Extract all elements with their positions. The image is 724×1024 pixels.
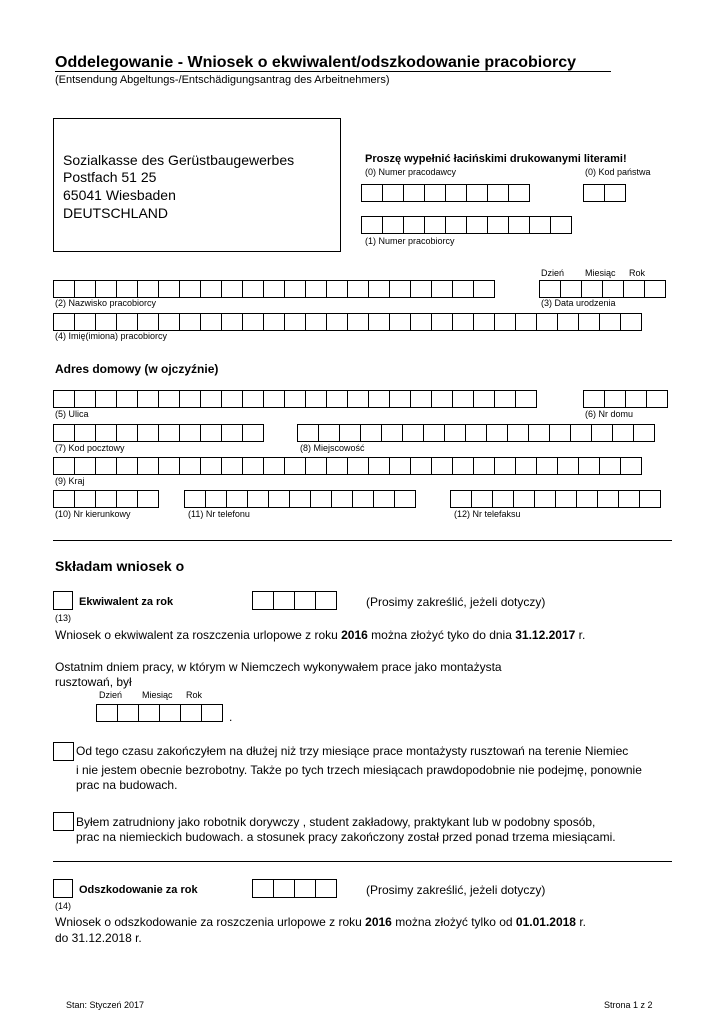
char-box[interactable] [591,424,613,442]
char-box[interactable] [368,280,390,298]
char-box[interactable] [473,280,495,298]
char-box[interactable] [158,313,180,331]
char-box[interactable] [494,313,516,331]
char-box[interactable] [96,704,118,722]
char-box[interactable] [294,591,316,610]
char-box[interactable] [242,424,264,442]
char-box[interactable] [116,390,138,408]
label-country: (9) Kraj [55,476,85,486]
char-box[interactable] [625,390,647,408]
label-area-code: (10) Nr kierunkowy [55,509,131,519]
char-box[interactable] [465,424,487,442]
label-first-names: (4) Imię(imiona) pracobiorcy [55,331,168,341]
compensation-deadline-text: Wniosek o ekwiwalent za roszczenia urlopowe z roku 2016 można złożyć tyko do dnia 31.12.2017 r. [55,628,586,642]
char-box[interactable] [450,490,472,508]
option-ended-work-line-2: i nie jestem obecnie bezrobotny. Także po tych trzech miesiącach prawdopodobnie nie podejmę, ponownie [76,763,642,777]
char-box[interactable] [74,457,96,475]
char-box[interactable] [620,457,642,475]
char-box[interactable] [515,390,537,408]
char-box[interactable] [445,216,467,234]
char-box[interactable] [95,490,117,508]
char-box[interactable] [473,390,495,408]
char-box[interactable] [315,591,337,610]
char-box[interactable] [424,216,446,234]
compensation-label: Ekwiwalent za rok [79,596,174,608]
char-box[interactable] [284,313,306,331]
char-box[interactable] [549,424,571,442]
char-box[interactable] [116,313,138,331]
char-box[interactable] [137,280,159,298]
char-box[interactable] [184,490,206,508]
instruction-text: Proszę wypełnić łacińskimi drukowanymi literami! [365,153,627,165]
char-box[interactable] [494,457,516,475]
char-box[interactable] [361,216,383,234]
option-casual-worker-line-2: prac na niemieckich budowach. a stosunek pracy zakończony został przed ponad trzema miesiącami. [76,830,616,844]
char-box[interactable] [297,424,319,442]
char-box[interactable] [492,490,514,508]
char-box[interactable] [536,313,558,331]
last-day-text-line-2: rusztowań, był [55,675,132,689]
char-box[interactable] [402,424,424,442]
address-line-1: Sozialkasse des Gerüstbaugewerbes [63,152,295,168]
char-box[interactable] [578,313,600,331]
char-box[interactable] [268,490,290,508]
char-box[interactable] [310,490,332,508]
apply-heading: Składam wniosek o [55,558,185,574]
char-box[interactable] [137,457,159,475]
char-box[interactable] [604,390,626,408]
char-box[interactable] [53,424,75,442]
char-box[interactable] [284,390,306,408]
char-box[interactable] [583,390,605,408]
char-box[interactable] [368,390,390,408]
char-box[interactable] [381,424,403,442]
option-ended-work-line-3: prac na budowach. [76,778,178,792]
char-box[interactable] [74,313,96,331]
char-box[interactable] [326,390,348,408]
char-box[interactable] [431,313,453,331]
date-period: . [229,710,233,724]
char-box[interactable] [305,280,327,298]
char-box[interactable] [389,280,411,298]
char-box[interactable] [431,280,453,298]
char-box[interactable] [578,457,600,475]
label-surname: (2) Nazwisko pracobiorcy [55,298,157,308]
char-box[interactable] [95,280,117,298]
char-box[interactable] [452,390,474,408]
page-title: Oddelegowanie - Wniosek o ekwiwalent/odszkodowanie pracobiorcy [55,54,576,71]
label-fax: (12) Nr telefaksu [454,509,521,519]
char-box[interactable] [221,390,243,408]
char-box[interactable] [137,424,159,442]
char-box[interactable] [137,390,159,408]
char-box[interactable] [389,457,411,475]
char-box[interactable] [444,424,466,442]
char-box[interactable] [159,704,181,722]
char-box[interactable] [623,280,645,298]
char-box[interactable] [252,879,274,898]
char-box[interactable] [382,216,404,234]
char-box[interactable] [117,704,139,722]
option-casual-worker-checkbox[interactable] [53,812,74,831]
char-box[interactable] [403,184,425,202]
char-box[interactable] [200,457,222,475]
footer-page-number: Strona 1 z 2 [604,1000,653,1010]
option-ended-work-checkbox[interactable] [53,742,74,761]
char-box[interactable] [633,424,655,442]
char-box[interactable] [347,390,369,408]
char-box[interactable] [221,424,243,442]
char-box[interactable] [507,424,529,442]
char-box[interactable] [158,390,180,408]
address-line-2: Postfach 51 25 [63,169,157,185]
char-box[interactable] [424,184,446,202]
char-box[interactable] [602,280,624,298]
char-box[interactable] [179,457,201,475]
char-box[interactable] [95,457,117,475]
employee-number-field[interactable] [361,216,572,234]
char-box[interactable] [294,879,316,898]
char-box[interactable] [305,390,327,408]
char-box[interactable] [644,280,666,298]
char-box[interactable] [360,424,382,442]
char-box[interactable] [581,280,603,298]
char-box[interactable] [471,490,493,508]
char-box[interactable] [410,313,432,331]
address-line-3: 65041 Wiesbaden [63,187,176,203]
footer-status: Stan: Styczeń 2017 [66,1000,145,1010]
char-box[interactable] [528,424,550,442]
char-box[interactable] [410,390,432,408]
damages-deadline-text: Wniosek o odszkodowanie za roszczenia urlopowe z roku 2016 można złożyć tylko od 01.01.2018 r. [55,915,586,929]
char-box[interactable] [247,490,269,508]
char-box[interactable] [618,490,640,508]
char-box[interactable] [137,490,159,508]
char-box[interactable] [252,591,274,610]
label-month: Miesiąc [585,268,616,278]
char-box[interactable] [179,390,201,408]
char-box[interactable] [599,313,621,331]
char-box[interactable] [534,490,556,508]
char-box[interactable] [318,424,340,442]
char-box[interactable] [158,457,180,475]
char-box[interactable] [116,280,138,298]
char-box[interactable] [289,490,311,508]
char-box[interactable] [263,457,285,475]
char-box[interactable] [221,457,243,475]
char-box[interactable] [557,313,579,331]
char-box[interactable] [95,390,117,408]
title-underline [55,71,611,72]
char-box[interactable] [639,490,661,508]
section-divider [53,540,672,541]
char-box[interactable] [200,280,222,298]
char-box[interactable] [263,313,285,331]
char-box[interactable] [452,280,474,298]
char-box[interactable] [347,457,369,475]
first-names-field[interactable] [53,313,642,331]
label-postal-code: (7) Kod pocztowy [55,443,125,453]
label-employee-number: (1) Numer pracobiorcy [365,236,455,246]
char-box[interactable] [200,313,222,331]
char-box[interactable] [389,313,411,331]
char-box[interactable] [221,280,243,298]
label-last-month: Miesiąc [142,690,173,700]
label-street: (5) Ulica [55,409,89,419]
char-box[interactable] [410,280,432,298]
char-box[interactable] [536,457,558,475]
char-box[interactable] [373,490,395,508]
char-box[interactable] [200,390,222,408]
char-box[interactable] [116,424,138,442]
char-box[interactable] [570,424,592,442]
home-address-heading: Adres domowy (w ojczyźnie) [55,362,219,376]
char-box[interactable] [431,457,453,475]
damages-checkbox[interactable] [53,879,73,898]
char-box[interactable] [347,313,369,331]
char-box[interactable] [555,490,577,508]
phone-field[interactable] [184,490,416,508]
char-box[interactable] [158,424,180,442]
label-last-year: Rok [186,690,203,700]
house-number-field[interactable] [583,390,668,408]
char-box[interactable] [557,457,579,475]
char-box[interactable] [95,424,117,442]
damages-hint: (Prosimy zakreślić, jeżeli dotyczy) [366,883,546,897]
char-box[interactable] [179,280,201,298]
char-box[interactable] [431,390,453,408]
char-box[interactable] [389,390,411,408]
label-country-code: (0) Kod państwa [585,167,651,177]
char-box[interactable] [53,313,75,331]
char-box[interactable] [494,390,516,408]
char-box[interactable] [620,313,642,331]
char-box[interactable] [560,280,582,298]
char-box[interactable] [221,313,243,331]
char-box[interactable] [394,490,416,508]
postal-code-field[interactable] [53,424,264,442]
char-box[interactable] [410,457,432,475]
char-box[interactable] [179,313,201,331]
birth-date-field[interactable] [539,280,666,298]
char-box[interactable] [242,457,264,475]
char-box[interactable] [466,216,488,234]
char-box[interactable] [361,184,383,202]
char-box[interactable] [576,490,598,508]
area-code-field[interactable] [53,490,159,508]
char-box[interactable] [445,184,467,202]
compensation-checkbox[interactable] [53,591,73,610]
char-box[interactable] [515,457,537,475]
char-box[interactable] [326,313,348,331]
char-box[interactable] [452,313,474,331]
char-box[interactable] [347,280,369,298]
label-year: Rok [629,268,646,278]
char-box[interactable] [473,313,495,331]
last-day-text-line-1: Ostatnim dniem pracy, w którym w Niemczech wykonywałem prace jako montażysta [55,660,502,674]
char-box[interactable] [205,490,227,508]
option-ended-work-line-1: Od tego czasu zakończyłem na dłużej niż trzy miesiące prace montażysty rusztowań na terenie Niemiec [76,744,629,758]
char-box[interactable] [158,280,180,298]
char-box[interactable] [263,280,285,298]
char-box[interactable] [513,490,535,508]
char-box[interactable] [53,457,75,475]
char-box[interactable] [179,424,201,442]
char-box[interactable] [53,280,75,298]
char-box[interactable] [74,490,96,508]
char-box[interactable] [242,280,264,298]
char-box[interactable] [74,390,96,408]
char-box[interactable] [508,216,530,234]
street-field[interactable] [53,390,537,408]
char-box[interactable] [201,704,223,722]
label-day: Dzień [541,268,565,278]
char-box[interactable] [604,184,626,202]
city-field[interactable] [297,424,655,442]
char-box[interactable] [403,216,425,234]
char-box[interactable] [326,457,348,475]
fax-field[interactable] [450,490,661,508]
employer-number-field[interactable] [361,184,530,202]
char-box[interactable] [305,313,327,331]
section-14-number: (14) [55,901,72,911]
char-box[interactable] [74,424,96,442]
address-line-4: DEUTSCHLAND [63,205,169,221]
section-divider-2 [53,861,672,862]
char-box[interactable] [508,184,530,202]
char-box[interactable] [74,280,96,298]
char-box[interactable] [515,313,537,331]
char-box[interactable] [284,457,306,475]
char-box[interactable] [599,457,621,475]
country-code-field[interactable] [583,184,626,202]
surname-field[interactable] [53,280,495,298]
char-box[interactable] [597,490,619,508]
char-box[interactable] [487,216,509,234]
char-box[interactable] [368,313,390,331]
damages-deadline-end: do 31.12.2018 r. [55,931,142,945]
char-box[interactable] [352,490,374,508]
char-box[interactable] [326,280,348,298]
compensation-year-field[interactable] [252,591,337,610]
char-box[interactable] [382,184,404,202]
compensation-hint: (Prosimy zakreślić, jeżeli dotyczy) [366,595,546,609]
last-work-day-field[interactable] [96,704,223,722]
label-employer-number: (0) Numer pracodawcy [365,167,457,177]
char-box[interactable] [539,280,561,298]
char-box[interactable] [339,424,361,442]
label-phone: (11) Nr telefonu [188,509,250,519]
char-box[interactable] [486,424,508,442]
char-box[interactable] [95,313,117,331]
char-box[interactable] [180,704,202,722]
section-13-number: (13) [55,613,72,623]
char-box[interactable] [200,424,222,442]
char-box[interactable] [331,490,353,508]
char-box[interactable] [138,704,160,722]
char-box[interactable] [368,457,390,475]
char-box[interactable] [242,390,264,408]
char-box[interactable] [646,390,668,408]
char-box[interactable] [53,390,75,408]
damages-label: Odszkodowanie za rok [79,884,198,896]
char-box[interactable] [473,457,495,475]
label-city: (8) Miejscowość [300,443,365,453]
char-box[interactable] [116,457,138,475]
char-box[interactable] [242,313,264,331]
label-birth-date: (3) Data urodzenia [541,298,616,308]
char-box[interactable] [423,424,445,442]
char-box[interactable] [263,390,285,408]
char-box[interactable] [452,457,474,475]
char-box[interactable] [487,184,509,202]
char-box[interactable] [466,184,488,202]
page-subtitle: (Entsendung Abgeltungs-/Entschädigungsantrag des Arbeitnehmers) [55,74,390,86]
char-box[interactable] [273,591,295,610]
char-box[interactable] [137,313,159,331]
char-box[interactable] [612,424,634,442]
char-box[interactable] [305,457,327,475]
char-box[interactable] [226,490,248,508]
country-field[interactable] [53,457,642,475]
label-house-number: (6) Nr domu [585,409,634,419]
char-box[interactable] [284,280,306,298]
char-box[interactable] [273,879,295,898]
char-box[interactable] [116,490,138,508]
char-box[interactable] [550,216,572,234]
damages-year-field[interactable] [252,879,337,898]
char-box[interactable] [583,184,605,202]
option-casual-worker-line-1: Byłem zatrudniony jako robotnik dorywczy , student zakładowy, praktykant lub w podobny sposób, [76,815,596,829]
label-last-day: Dzień [99,690,123,700]
char-box[interactable] [315,879,337,898]
char-box[interactable] [529,216,551,234]
char-box[interactable] [53,490,75,508]
